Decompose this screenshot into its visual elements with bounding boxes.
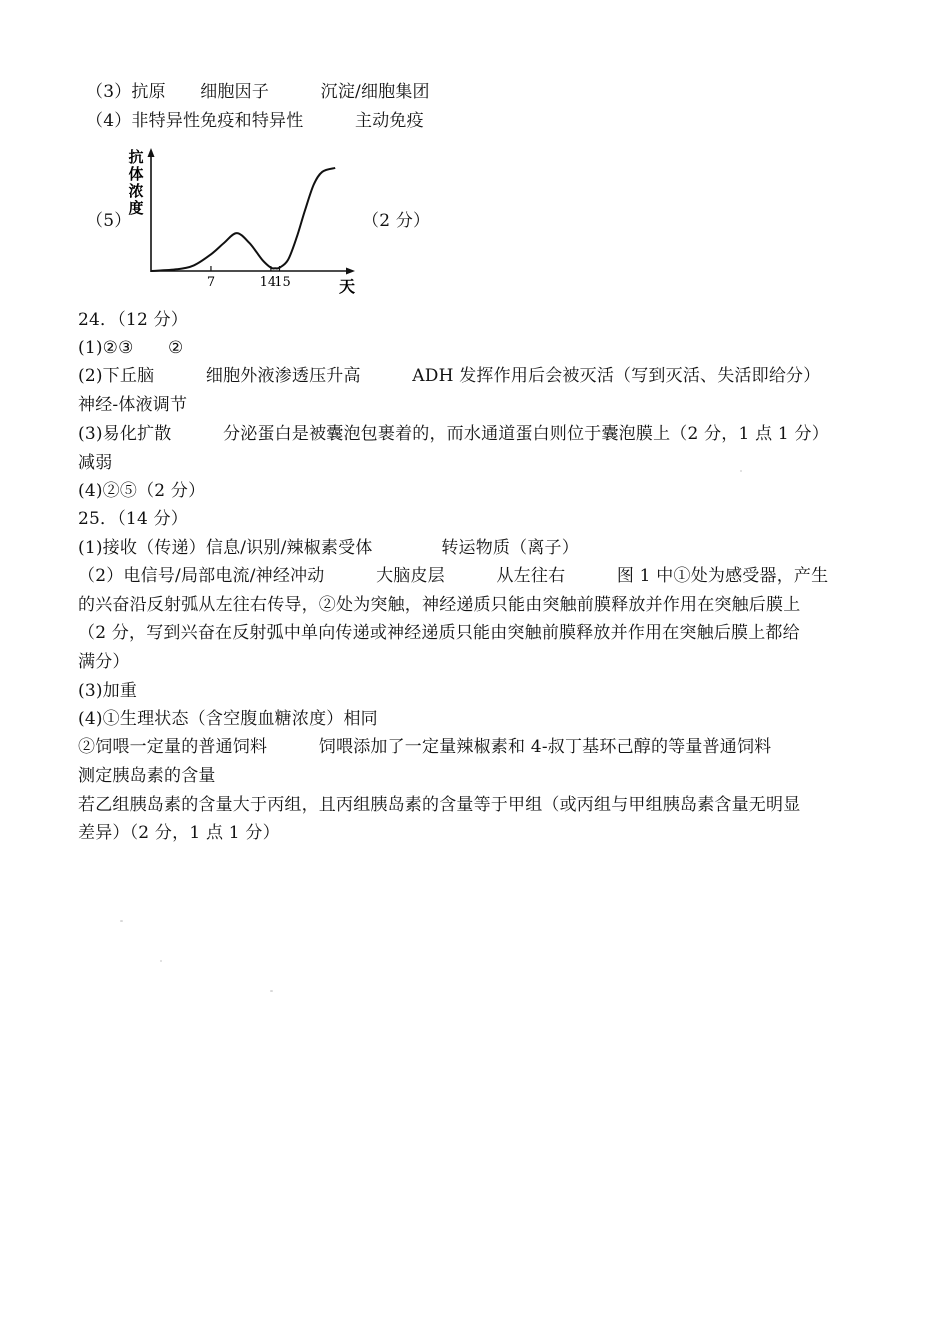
- chart-x-label: 天: [339, 277, 356, 296]
- item-5-score: （2 分）: [362, 211, 431, 231]
- q24-answer-3-cont: 减弱: [78, 453, 113, 473]
- q25-answer-4-1: (4)①生理状态（含空腹血糖浓度）相同: [78, 709, 378, 729]
- chart-y-label-char: 抗: [128, 148, 144, 166]
- q25-answer-2-cont1: 的兴奋沿反射弧从左往右传导，②处为突触，神经递质只能由突触前膜释放并作用在突触后膜上: [78, 595, 801, 615]
- answer-line-23-4: （4）非特异性免疫和特异性 主动免疫: [86, 111, 424, 131]
- q25-answer-4-4-cont: 差异）（2 分，1 点 1 分）: [78, 823, 280, 843]
- q24-answer-2: (2)下丘脑 细胞外液渗透压升高 ADH 发挥作用后会被灭活（写到灭活、失活即给分）: [78, 366, 821, 386]
- scan-speck: [120, 920, 123, 922]
- q24-header: 24．（12 分）: [78, 310, 188, 330]
- chart-y-label-char: 度: [128, 199, 144, 217]
- q24-answer-4: (4)②⑤（2 分）: [78, 481, 206, 501]
- q24-answer-2-cont: 神经-体液调节: [78, 395, 188, 415]
- q24-answer-3: (3)易化扩散 分泌蛋白是被囊泡包裹着的，而水通道蛋白则位于囊泡膜上（2 分，1 点 1 分）: [78, 424, 829, 444]
- chart-x-arrow: [346, 268, 355, 275]
- chart-y-arrow: [148, 148, 155, 157]
- q25-answer-4-4: 若乙组胰岛素的含量大于丙组，且丙组胰岛素的含量等于甲组（或丙组与甲组胰岛素含量无明显: [78, 795, 801, 815]
- antibody-chart: [78, 140, 458, 300]
- chart-x-ticks: [207, 266, 291, 290]
- chart-x-tick-label: 7: [206, 275, 216, 290]
- q25-header: 25．（14 分）: [78, 509, 188, 529]
- q25-answer-4-3: 测定胰岛素的含量: [78, 766, 216, 786]
- chart-y-label: [128, 148, 143, 217]
- item-5-label: （5）: [86, 211, 132, 231]
- chart-x-tick-label: 15: [274, 275, 291, 290]
- scan-speck: [270, 990, 273, 992]
- q25-answer-2: （2）电信号/局部电流/神经冲动 大脑皮层 从左往右 图 1 中①处为感受器，产生: [78, 566, 829, 586]
- antibody-chart-svg: [78, 140, 458, 300]
- chart-x-tick-label: 14: [259, 275, 277, 290]
- scan-speck: [160, 960, 162, 962]
- q25-answer-3: (3)加重: [78, 681, 138, 701]
- q24-answer-1: (1)②③ ②: [78, 338, 184, 358]
- q25-answer-2-cont2: （2 分，写到兴奋在反射弧中单向传递或神经递质只能由突触前膜释放并作用在突触后膜上都给: [78, 623, 800, 643]
- antibody-curve: [151, 168, 335, 271]
- chart-y-label-char: 浓: [128, 182, 144, 200]
- q25-answer-4-2: ②饲喂一定量的普通饲料 饲喂添加了一定量辣椒素和 4-叔丁基环己醇的等量普通饲料: [78, 737, 772, 757]
- q25-answer-1: (1)接收（传递）信息/识别/辣椒素受体 转运物质（离子）: [78, 538, 579, 558]
- chart-y-label-char: 体: [128, 165, 144, 183]
- answer-line-23-3: （3）抗原 细胞因子 沉淀/细胞集团: [86, 82, 430, 102]
- q25-answer-2-cont3: 满分）: [78, 652, 130, 672]
- scan-speck: [740, 470, 742, 472]
